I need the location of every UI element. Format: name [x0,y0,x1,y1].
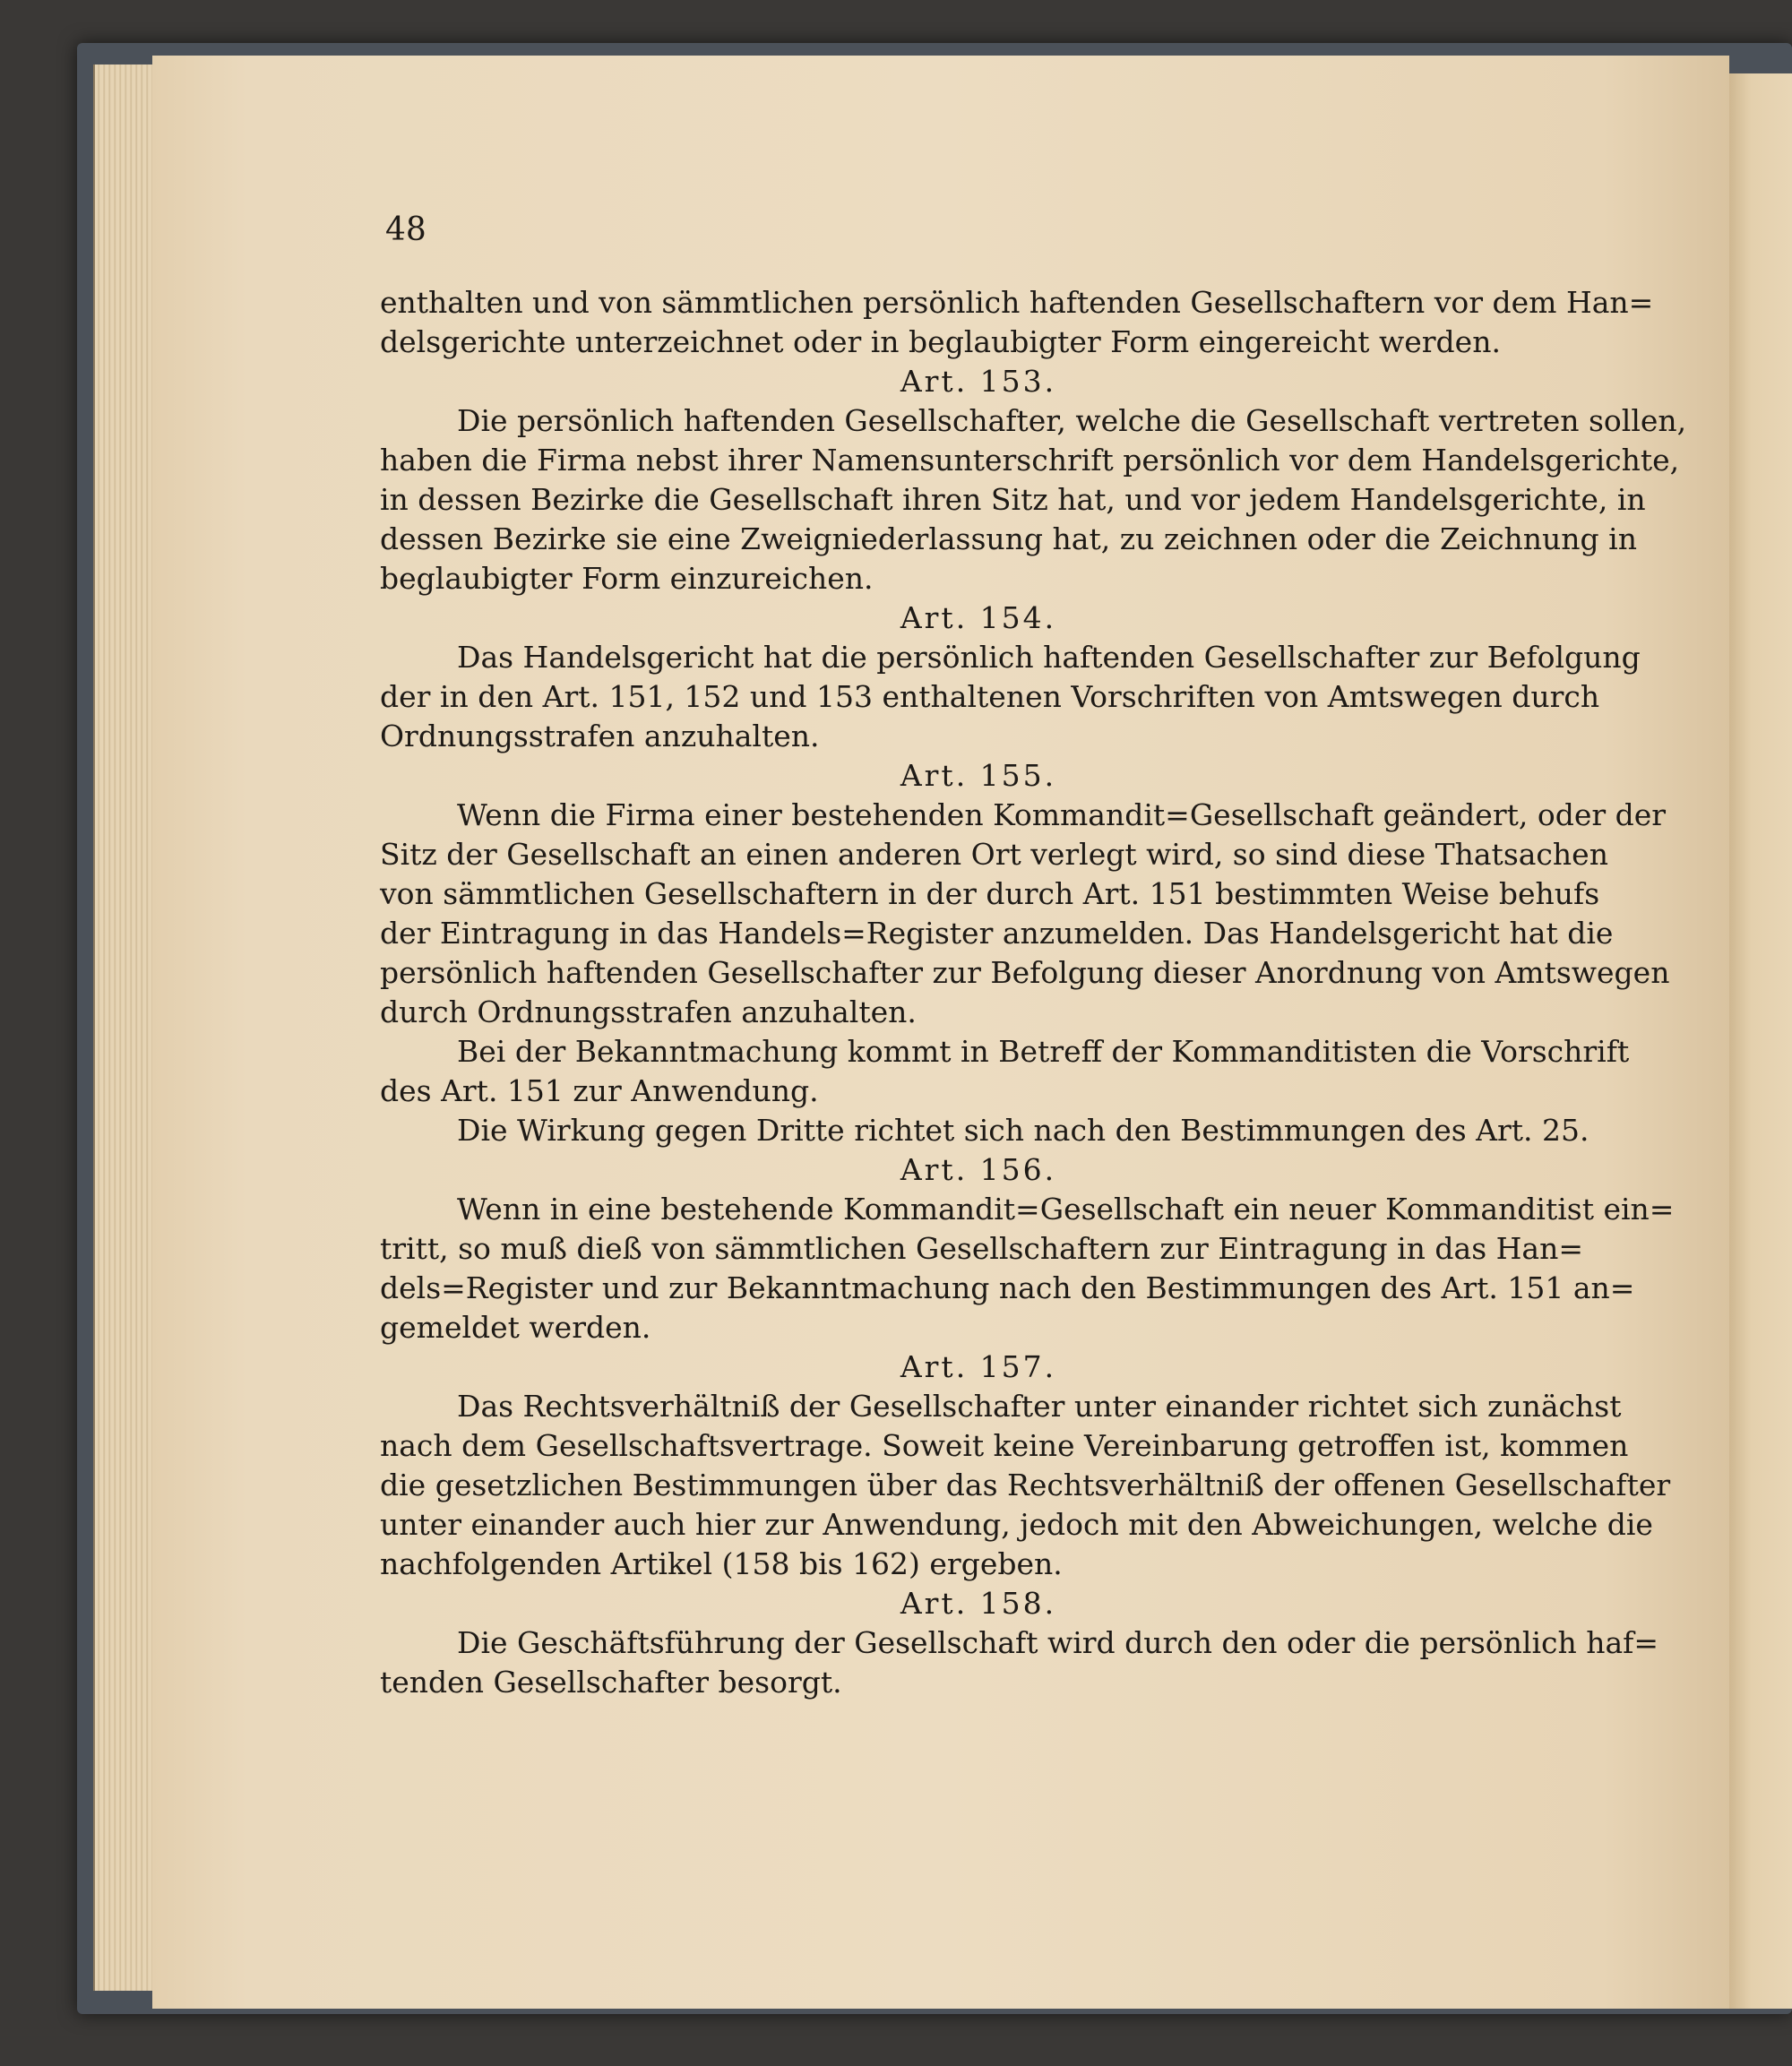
text-line: der Eintragung in das Handels=Register anzumelden. Das Handelsgericht hat die [380,916,1614,951]
text-line: des Art. 151 zur Anwendung. [380,1073,819,1108]
text-line: durch Ordnungsstrafen anzuhalten. [380,994,917,1029]
text-line: in dessen Bezirke die Gesellschaft ihren Sitz hat, und vor jedem Handelsgerichte, in [380,482,1646,517]
text-line: tritt, so muß dieß von sämmtlichen Gesellschaftern zur Eintragung in das Han= [380,1231,1583,1266]
text-line: der in den Art. 151, 152 und 153 enthaltenen Vorschriften von Amtswegen durch [380,679,1600,714]
article-heading: Art. 155. [900,758,1057,793]
text-line: Wenn die Firma einer bestehenden Kommandit=Gesellschaft geändert, oder der [457,797,1667,832]
text-line: Wenn in eine bestehende Kommandit=Gesellschaft ein neuer Kommanditist ein= [457,1192,1675,1227]
text-line: Sitz der Gesellschaft an einen anderen Ort verlegt wird, so sind diese Thatsachen [380,837,1608,872]
text-line: Bei der Bekanntmachung kommt in Betreff der Kommanditisten die Vorschrift [457,1034,1630,1069]
text-line: unter einander auch hier zur Anwendung, jedoch mit den Abweichungen, welche die [380,1507,1653,1542]
article-heading: Art. 158. [900,1586,1057,1621]
text-line: haben die Firma nebst ihrer Namensunterschrift persönlich vor dem Handelsgerichte, [380,443,1680,478]
text-line: dessen Bezirke sie eine Zweigniederlassung hat, zu zeichnen oder die Zeichnung in [380,521,1637,556]
text-line: Die Wirkung gegen Dritte richtet sich nach den Bestimmungen des Art. 25. [457,1113,1590,1148]
text-line: beglaubigter Form einzureichen. [380,561,874,596]
page-edges [93,65,158,1991]
text-line: Die Geschäftsführung der Gesellschaft wird durch den oder die persönlich haf= [457,1625,1659,1660]
text-line: Das Rechtsverhältniß der Gesellschafter unter einander richtet sich zunächst [457,1389,1622,1424]
text-line: die gesetzlichen Bestimmungen über das Rechtsverhältniß der offenen Gesellschafter [380,1468,1671,1502]
text-line: Ordnungsstrafen anzuhalten. [380,719,820,753]
text-line: nachfolgenden Artikel (158 bis 162) ergeben. [380,1546,1063,1581]
text-line: Das Handelsgericht hat die persönlich haftenden Gesellschafter zur Befolgung [457,640,1641,675]
text-line: delsgerichte unterzeichnet oder in beglaubigter Form eingereicht werden. [380,324,1501,359]
article-heading: Art. 154. [900,600,1057,635]
text-line: nach dem Gesellschaftsvertrage. Soweit keine Vereinbarung getroffen ist, kommen [380,1428,1629,1463]
text-line: tenden Gesellschafter besorgt. [380,1665,842,1700]
article-heading: Art. 156. [900,1152,1057,1187]
text-line: enthalten und von sämmtlichen persönlich haftenden Gesellschaftern vor dem Han= [380,285,1654,320]
text-line: dels=Register und zur Bekanntmachung nach den Bestimmungen des Art. 151 an= [380,1270,1635,1305]
page-number: 48 [385,211,426,248]
text-line: von sämmtlichen Gesellschaftern in der durch Art. 151 bestimmten Weise behufs [380,876,1600,911]
text-line: persönlich haftenden Gesellschafter zur Befolgung dieser Anordnung von Amtswegen [380,955,1670,990]
article-heading: Art. 153. [900,364,1057,399]
text-line: gemeldet werden. [380,1310,651,1345]
text-line: Die persönlich haftenden Gesellschafter, welche die Gesellschaft vertreten sollen, [457,403,1687,438]
article-heading: Art. 157. [900,1349,1057,1384]
facing-page [1724,73,1792,2009]
